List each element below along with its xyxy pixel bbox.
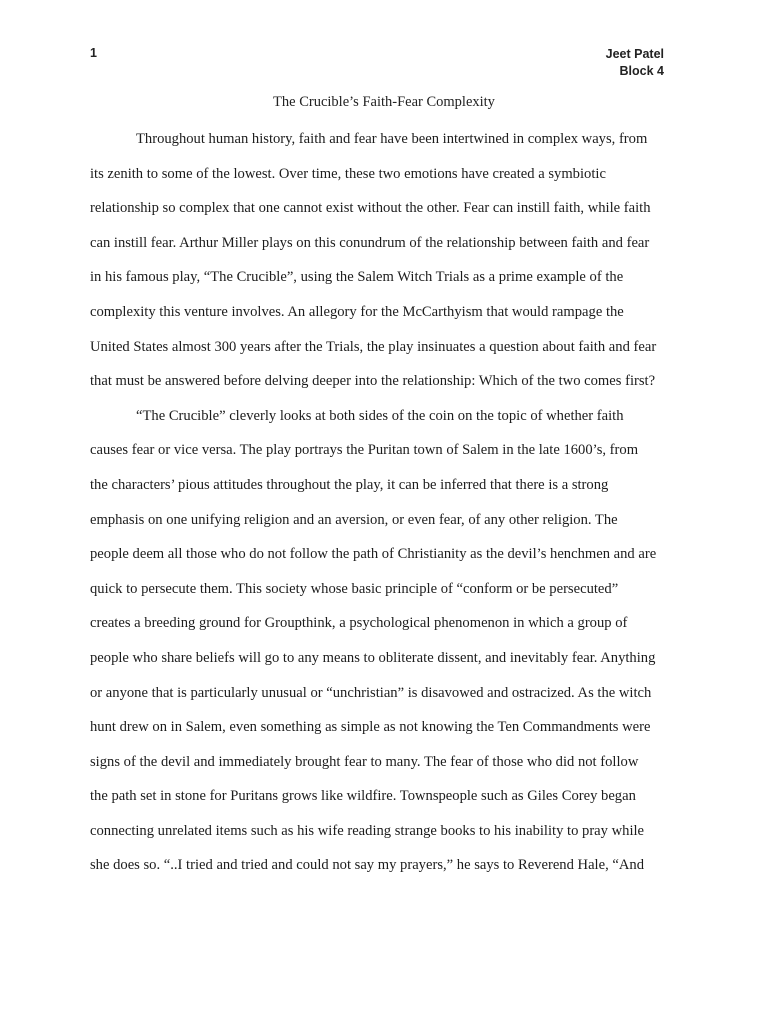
text-line: United States almost 300 years after the Trials, the play insinuates a question about faith and fear xyxy=(90,338,657,355)
class-block: Block 4 xyxy=(619,64,664,78)
author-name: Jeet Patel xyxy=(605,47,664,61)
text-line: people who share beliefs will go to any means to obliterate dissent, and inevitably fear. Anything xyxy=(90,649,656,666)
text-line: the path set in stone for Puritans grows like wildfire. Townspeople such as Giles Corey began xyxy=(90,788,636,805)
text-line: emphasis on one unifying religion and an aversion, or even fear, of any other religion. The xyxy=(90,511,618,528)
text-line: signs of the devil and immediately brought fear to many. The fear of those who did not follow xyxy=(90,753,639,770)
page-number: 1 xyxy=(90,46,97,60)
text-line: the characters’ pious attitudes throughout the play, it can be inferred that there is a strong xyxy=(90,476,609,493)
text-line: that must be answered before delving deeper into the relationship: Which of the two comes first? xyxy=(90,373,656,390)
text-line: people deem all those who do not follow the path of Christianity as the devil’s henchmen and are xyxy=(90,546,657,563)
text-line: hunt drew on in Salem, even something as simple as not knowing the Ten Commandments were xyxy=(90,719,651,736)
text-line: complexity this venture involves. An allegory for the McCarthyism that would rampage the xyxy=(90,303,624,320)
text-line: creates a breeding ground for Groupthink, a psychological phenomenon in which a group of xyxy=(90,615,628,632)
header-author-block xyxy=(606,46,664,80)
text-line: connecting unrelated items such as his wife reading strange books to his inability to pray while xyxy=(90,822,645,839)
text-line: or anyone that is particularly unusual or “unchristian” is disavowed and ostracized. As the witch xyxy=(90,684,652,701)
text-line: quick to persecute them. This society whose basic principle of “conform or be persecuted” xyxy=(90,580,619,597)
essay-title: The Crucible’s Faith-Fear Complexity xyxy=(273,94,495,110)
text-line: can instill fear. Arthur Miller plays on this conundrum of the relationship between faith and fear xyxy=(90,234,650,251)
text-line: “The Crucible” cleverly looks at both sides of the coin on the topic of whether faith xyxy=(136,407,624,424)
text-line: causes fear or vice versa. The play portrays the Puritan town of Salem in the late 1600’s, from xyxy=(90,442,639,459)
text-line: its zenith to some of the lowest. Over time, these two emotions have created a symbiotic xyxy=(90,165,606,182)
text-line: she does so. “..I tried and tried and could not say my prayers,” he says to Reverend Hale, “And xyxy=(90,857,644,874)
text-line: relationship so complex that one cannot exist without the other. Fear can instill faith, while faith xyxy=(90,200,651,217)
text-line: in his famous play, “The Crucible”, using the Salem Witch Trials as a prime example of the xyxy=(90,269,624,286)
essay-body xyxy=(90,127,680,888)
text-line: Throughout human history, faith and fear have been intertwined in complex ways, from xyxy=(136,131,648,147)
